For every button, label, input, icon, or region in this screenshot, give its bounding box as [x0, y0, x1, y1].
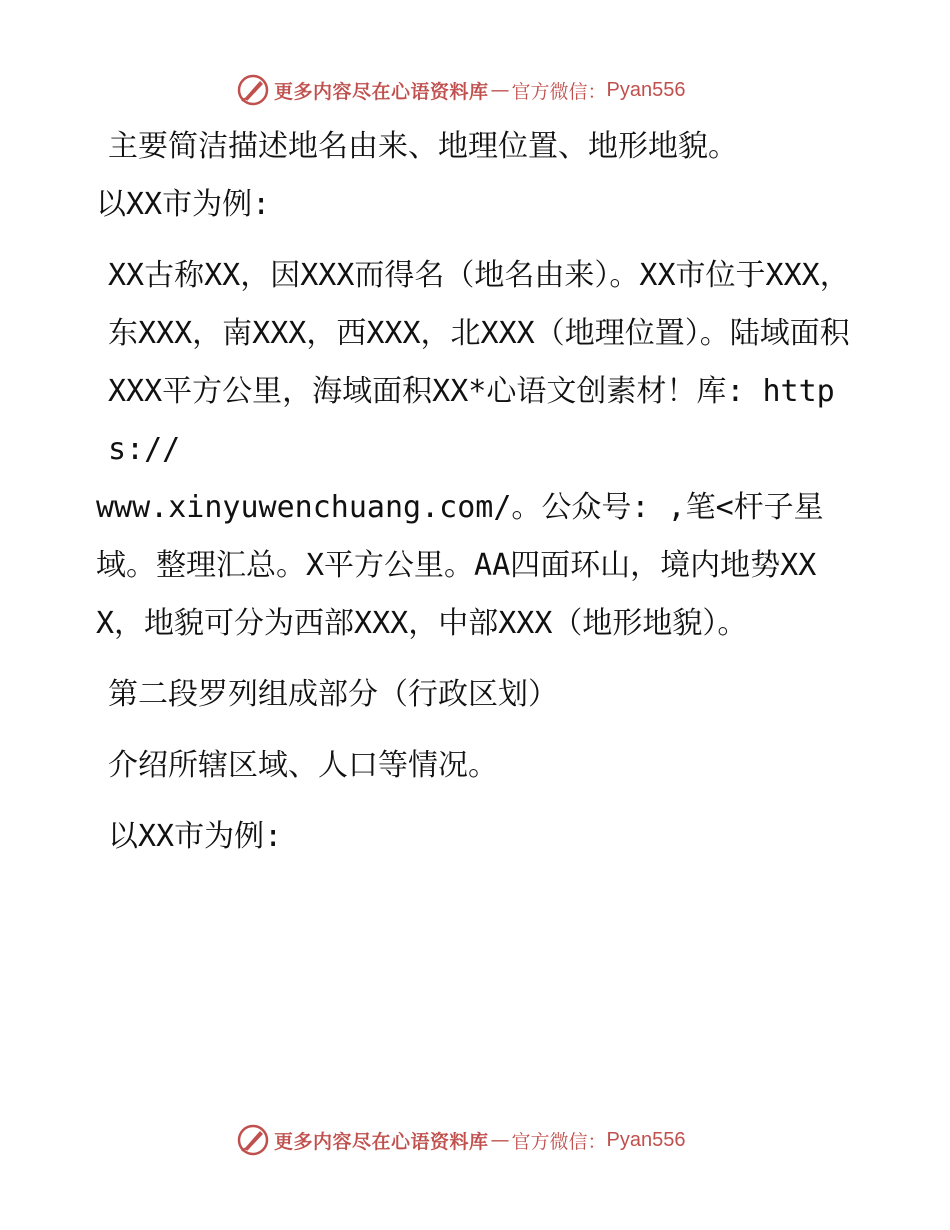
- geography-paragraph: XX古称XX，因XXX而得名（地名由来）。XX市位于XXX，东XXX，南XXX，西XXX，北XXX（地理位置）。陆域面积XXX平方公里，海域面积XX*心语文创素材！库: https://: [108, 258, 850, 467]
- watermark-wechat-id: Pyan556: [606, 1128, 686, 1151]
- watermark-header: [236, 73, 686, 107]
- watermark-main-text: 更多内容尽在心语资料库: [274, 1130, 489, 1153]
- example-label-2: 以XX市为例:: [108, 819, 283, 854]
- document-body: [96, 118, 856, 866]
- watermark-footer: [236, 1123, 686, 1157]
- watermark-separator: —: [490, 79, 510, 101]
- quill-logo-icon: [236, 73, 270, 107]
- watermark-official-label: 官方微信：: [511, 1130, 607, 1153]
- watermark-wechat-id: Pyan556: [606, 78, 686, 101]
- example-label-1: 以XX市为例:: [96, 187, 271, 222]
- section-description: 介绍所辖区域、人口等情况。: [108, 748, 498, 783]
- terrain-paragraph: www.xinyuwenchuang.com/。公众号: ,笔<杆子星域。整理汇总。X平方公里。AA四面环山，境内地势XXX，地貌可分为西部XXX，中部XXX（地形地貌）。: [96, 490, 824, 641]
- watermark-main-text: 更多内容尽在心语资料库: [274, 80, 489, 103]
- intro-line: 主要简洁描述地名由来、地理位置、地形地貌。: [108, 129, 738, 164]
- section-heading: 第二段罗列组成部分（行政区划）: [108, 677, 558, 712]
- watermark-separator: —: [490, 1129, 510, 1151]
- watermark-official-label: 官方微信：: [511, 80, 607, 103]
- quill-logo-icon: [236, 1123, 270, 1157]
